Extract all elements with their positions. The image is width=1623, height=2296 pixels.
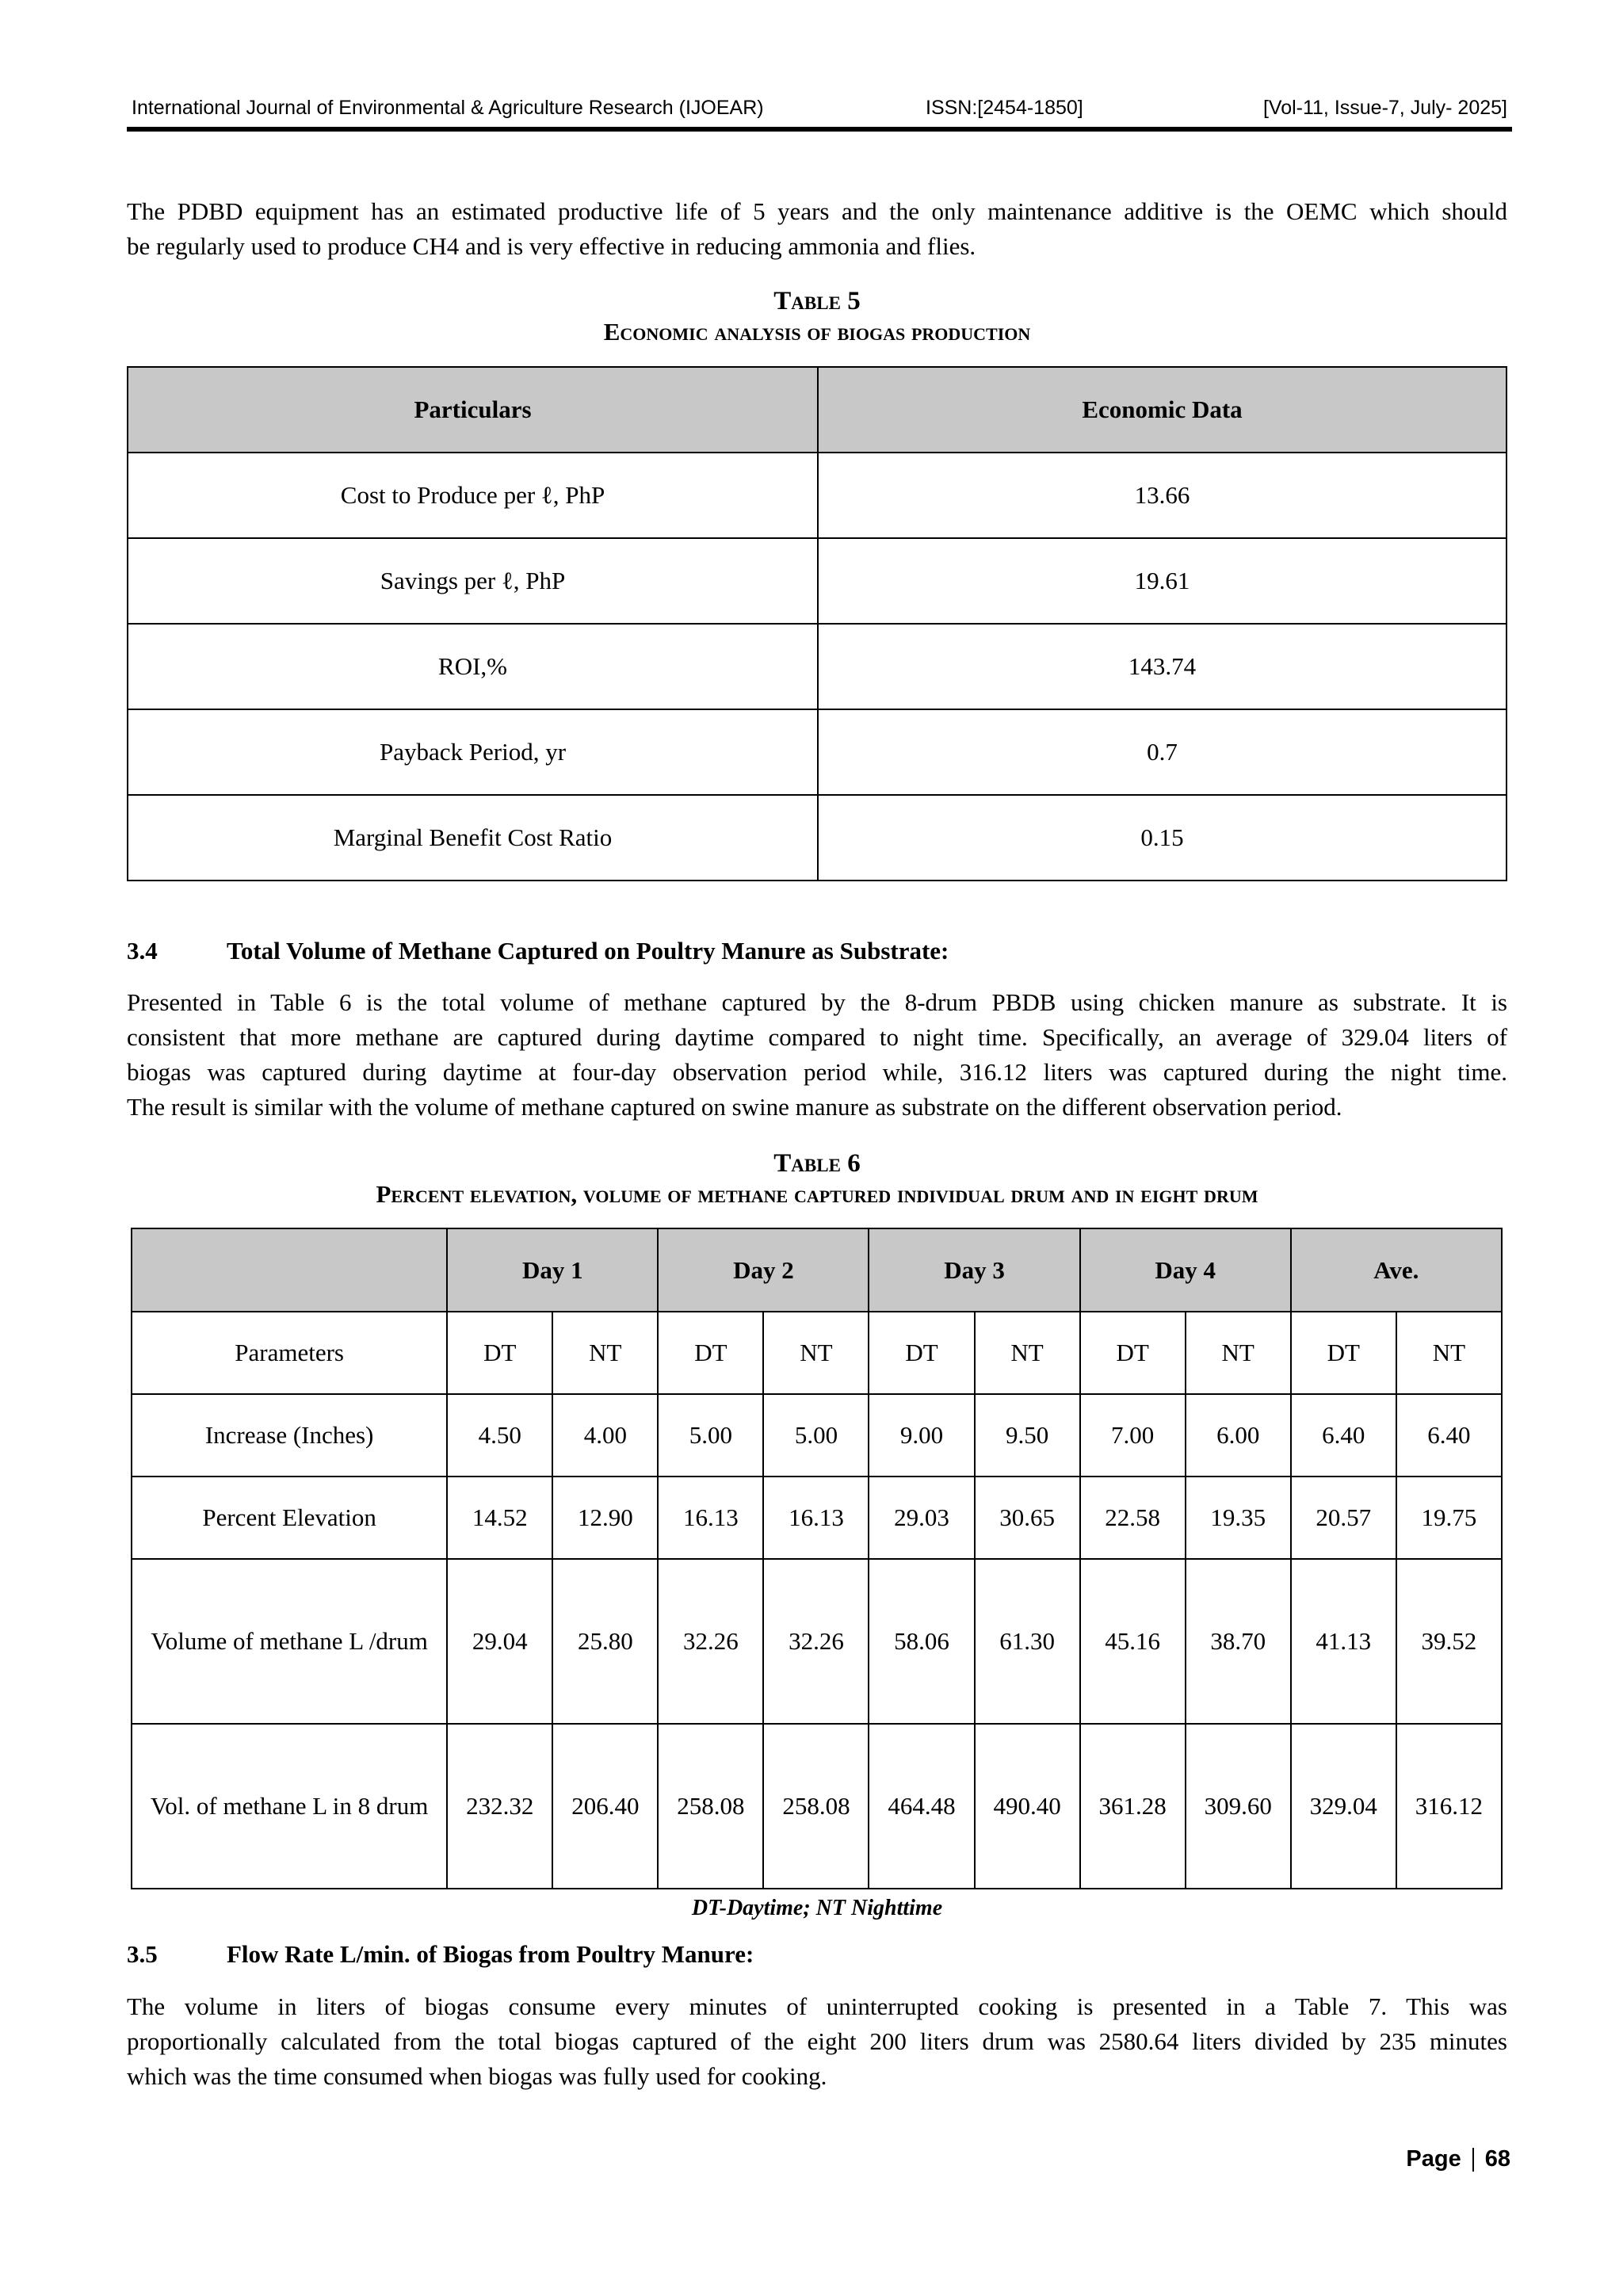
section-3-5-paragraph	[127, 1989, 1507, 2094]
section-title: Flow Rate L/min. of Biogas from Poultry Manure:	[227, 1940, 754, 1968]
cell: 464.48	[869, 1724, 974, 1889]
cell: 490.40	[975, 1724, 1080, 1889]
cell: 6.40	[1291, 1394, 1396, 1477]
cell: 16.13	[763, 1477, 869, 1559]
running-header	[127, 94, 1512, 132]
group-header: Day 4	[1080, 1228, 1291, 1312]
sub-header: NT	[552, 1312, 658, 1394]
table5-title: Economic analysis of biogas production	[603, 318, 1031, 346]
row-value: 0.15	[818, 795, 1507, 881]
row-label: Marginal Benefit Cost Ratio	[128, 795, 818, 881]
table-row	[132, 1724, 1502, 1889]
table6-caption	[127, 1149, 1507, 1209]
cell: 45.16	[1080, 1559, 1186, 1724]
cell: 9.50	[975, 1394, 1080, 1477]
sub-header: DT	[658, 1312, 763, 1394]
page-divider	[1472, 2148, 1474, 2172]
table5-label: Table 5	[773, 287, 861, 315]
cell: 29.04	[447, 1559, 552, 1724]
cell: 258.08	[658, 1724, 763, 1889]
sub-header: NT	[763, 1312, 869, 1394]
cell: 25.80	[552, 1559, 658, 1724]
cell: 361.28	[1080, 1724, 1186, 1889]
cell: 41.13	[1291, 1559, 1396, 1724]
cell: 329.04	[1291, 1724, 1396, 1889]
table6-title: Percent elevation, volume of methane captured individual drum and in eight drum	[376, 1180, 1258, 1208]
table-row	[128, 709, 1507, 795]
cell: 309.60	[1186, 1724, 1291, 1889]
text-line: biogas was captured during daytime at four-day observation period while, 316.12 liters was captured during the night time.	[127, 1058, 1507, 1086]
cell: 5.00	[763, 1394, 869, 1477]
cell: 58.06	[869, 1559, 974, 1724]
row-label: Cost to Produce per ℓ, PhP	[128, 453, 818, 538]
parameters-label: Parameters	[132, 1312, 447, 1394]
table-row	[132, 1559, 1502, 1724]
cell: 32.26	[658, 1559, 763, 1724]
section-3-4-paragraph	[127, 985, 1507, 1125]
group-header: Ave.	[1291, 1228, 1502, 1312]
sub-header: DT	[869, 1312, 974, 1394]
cell: 6.40	[1396, 1394, 1502, 1477]
cell: 5.00	[658, 1394, 763, 1477]
row-value: 0.7	[818, 709, 1507, 795]
text-line: proportionally calculated from the total biogas captured of the eight 200 liters drum was 2580.64 liters divided by 235 minutes	[127, 2027, 1507, 2055]
row-label: Increase (Inches)	[132, 1394, 447, 1477]
table6-label: Table 6	[773, 1149, 861, 1178]
cell: 4.00	[552, 1394, 658, 1477]
cell: 316.12	[1396, 1724, 1502, 1889]
cell: 9.00	[869, 1394, 974, 1477]
sub-header: DT	[447, 1312, 552, 1394]
cell: 4.50	[447, 1394, 552, 1477]
text-line: The volume in liters of biogas consume every minutes of uninterrupted cooking is presented in a Table 7. This was	[127, 1992, 1507, 2020]
cell: 38.70	[1186, 1559, 1291, 1724]
section-number: 3.5	[127, 1940, 158, 1968]
group-header-row	[132, 1228, 1502, 1312]
column-header: Economic Data	[818, 367, 1507, 453]
cell: 232.32	[447, 1724, 552, 1889]
text-line: Presented in Table 6 is the total volume of methane captured by the 8-drum PBDB using chicken manure as substrate. It is	[127, 988, 1507, 1016]
table-row	[128, 624, 1507, 709]
cell: 7.00	[1080, 1394, 1186, 1477]
row-label: Savings per ℓ, PhP	[128, 538, 818, 624]
cell: 19.35	[1186, 1477, 1291, 1559]
table-header-row	[128, 367, 1507, 453]
page-value: 68	[1484, 2146, 1510, 2172]
cell: 32.26	[763, 1559, 869, 1724]
section-3-4-heading	[127, 937, 949, 965]
text-line: which was the time consumed when biogas was fully used for cooking.	[127, 2062, 827, 2090]
section-3-5-heading	[127, 1940, 754, 1969]
sub-header-row	[132, 1312, 1502, 1394]
table-row	[132, 1477, 1502, 1559]
cell: 30.65	[975, 1477, 1080, 1559]
sub-header: NT	[975, 1312, 1080, 1394]
row-label: Payback Period, yr	[128, 709, 818, 795]
row-label: ROI,%	[128, 624, 818, 709]
empty-header-cell	[132, 1228, 447, 1312]
table-row	[128, 538, 1507, 624]
row-value: 19.61	[818, 538, 1507, 624]
sub-header: NT	[1186, 1312, 1291, 1394]
text-line: The result is similar with the volume of methane captured on swine manure as substrate on the different observation period.	[127, 1093, 1342, 1121]
text-line: be regularly used to produce CH4 and is very effective in reducing ammonia and flies.	[127, 232, 976, 260]
cell: 29.03	[869, 1477, 974, 1559]
cell: 258.08	[763, 1724, 869, 1889]
table-row	[128, 795, 1507, 881]
cell: 20.57	[1291, 1477, 1396, 1559]
row-value: 13.66	[818, 453, 1507, 538]
group-header: Day 2	[658, 1228, 869, 1312]
table6	[131, 1228, 1503, 1889]
row-label: Percent Elevation	[132, 1477, 447, 1559]
cell: 16.13	[658, 1477, 763, 1559]
journal-name: International Journal of Environmental & Agriculture Research (IJOEAR)	[132, 97, 764, 119]
cell: 12.90	[552, 1477, 658, 1559]
table-row	[128, 453, 1507, 538]
table-row	[132, 1394, 1502, 1477]
row-label: Volume of methane L /drum	[132, 1559, 447, 1724]
sub-header: DT	[1291, 1312, 1396, 1394]
row-value: 143.74	[818, 624, 1507, 709]
cell: 6.00	[1186, 1394, 1291, 1477]
sub-header: DT	[1080, 1312, 1186, 1394]
cell: 14.52	[447, 1477, 552, 1559]
row-label: Vol. of methane L in 8 drum	[132, 1724, 447, 1889]
cell: 206.40	[552, 1724, 658, 1889]
issn: ISSN:[2454-1850]	[926, 97, 1083, 119]
page-number	[1406, 2146, 1510, 2172]
text-line: The PDBD equipment has an estimated productive life of 5 years and the only maintenance additive is the OEMC which should	[127, 197, 1507, 225]
group-header: Day 3	[869, 1228, 1079, 1312]
cell: 39.52	[1396, 1559, 1502, 1724]
intro-paragraph	[127, 194, 1507, 264]
section-number: 3.4	[127, 937, 158, 965]
cell: 61.30	[975, 1559, 1080, 1724]
text-line: consistent that more methane are captured during daytime compared to night time. Specifically, an average of 329.04 liters of	[127, 1023, 1507, 1051]
page-label: Page	[1406, 2146, 1461, 2172]
cell: 19.75	[1396, 1477, 1502, 1559]
cell: 22.58	[1080, 1477, 1186, 1559]
table5-caption	[127, 287, 1507, 346]
group-header: Day 1	[447, 1228, 658, 1312]
table5	[127, 366, 1507, 881]
table6-note: DT-Daytime; NT Nighttime	[691, 1896, 943, 1920]
section-title: Total Volume of Methane Captured on Poultry Manure as Substrate:	[227, 937, 949, 965]
volume-issue: [Vol-11, Issue-7, July- 2025]	[1262, 97, 1507, 119]
column-header: Particulars	[128, 367, 818, 453]
sub-header: NT	[1396, 1312, 1502, 1394]
